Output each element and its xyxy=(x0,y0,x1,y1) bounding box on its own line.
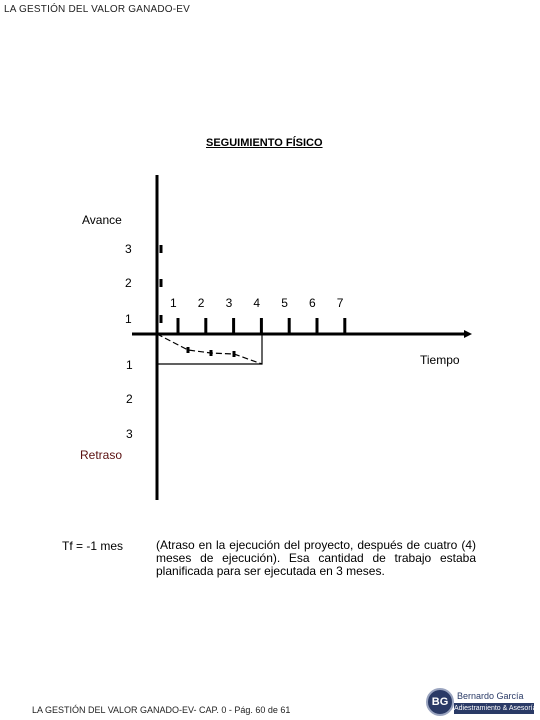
x-tick-label: 4 xyxy=(253,296,261,310)
delay-rectangle xyxy=(157,334,262,364)
explanation-text: (Atraso en la ejecución del proyecto, después de cuatro (4) meses de ejecución). Esa cantidad de trabajo estaba planificada para ser ejecutada en 3 meses. xyxy=(156,538,476,578)
logo-name: Bernardo García xyxy=(457,691,524,701)
x-tick-label: 7 xyxy=(336,296,344,310)
x-tick-label: 6 xyxy=(309,296,316,310)
y-tick-label: 3 xyxy=(125,242,132,256)
y-tick-label: 1 xyxy=(126,358,133,372)
y-tick-label: 2 xyxy=(125,276,132,290)
company-logo xyxy=(426,688,536,718)
progress-line xyxy=(157,334,262,364)
logo-initials: BG xyxy=(426,688,454,716)
x-tick-label: 5 xyxy=(281,296,288,310)
x-tick-label: 1 xyxy=(170,296,177,310)
formula-text: Tf = -1 mes xyxy=(62,539,124,553)
x-axis-arrow xyxy=(464,330,472,338)
x-tick-label: 3 xyxy=(225,296,233,310)
header-title: LA GESTIÓN DEL VALOR GANADO-EV xyxy=(4,4,191,15)
logo-tagline: Adiestramiento & Asesoría xyxy=(454,705,537,712)
y-axis-negative-label: Retraso xyxy=(80,448,123,462)
slide-title: SEGUIMIENTO FÍSICO xyxy=(206,137,323,149)
y-axis-positive-label: Avance xyxy=(82,213,122,227)
x-tick-label: 2 xyxy=(197,296,205,310)
y-tick-label: 2 xyxy=(126,392,133,406)
y-tick-label: 1 xyxy=(125,312,132,326)
y-tick-label: 3 xyxy=(126,427,133,441)
footer-text: LA GESTIÓN DEL VALOR GANADO-EV- CAP. 0 - Pág. 60 de 61 xyxy=(32,705,291,715)
x-axis-label: Tiempo xyxy=(420,353,460,367)
